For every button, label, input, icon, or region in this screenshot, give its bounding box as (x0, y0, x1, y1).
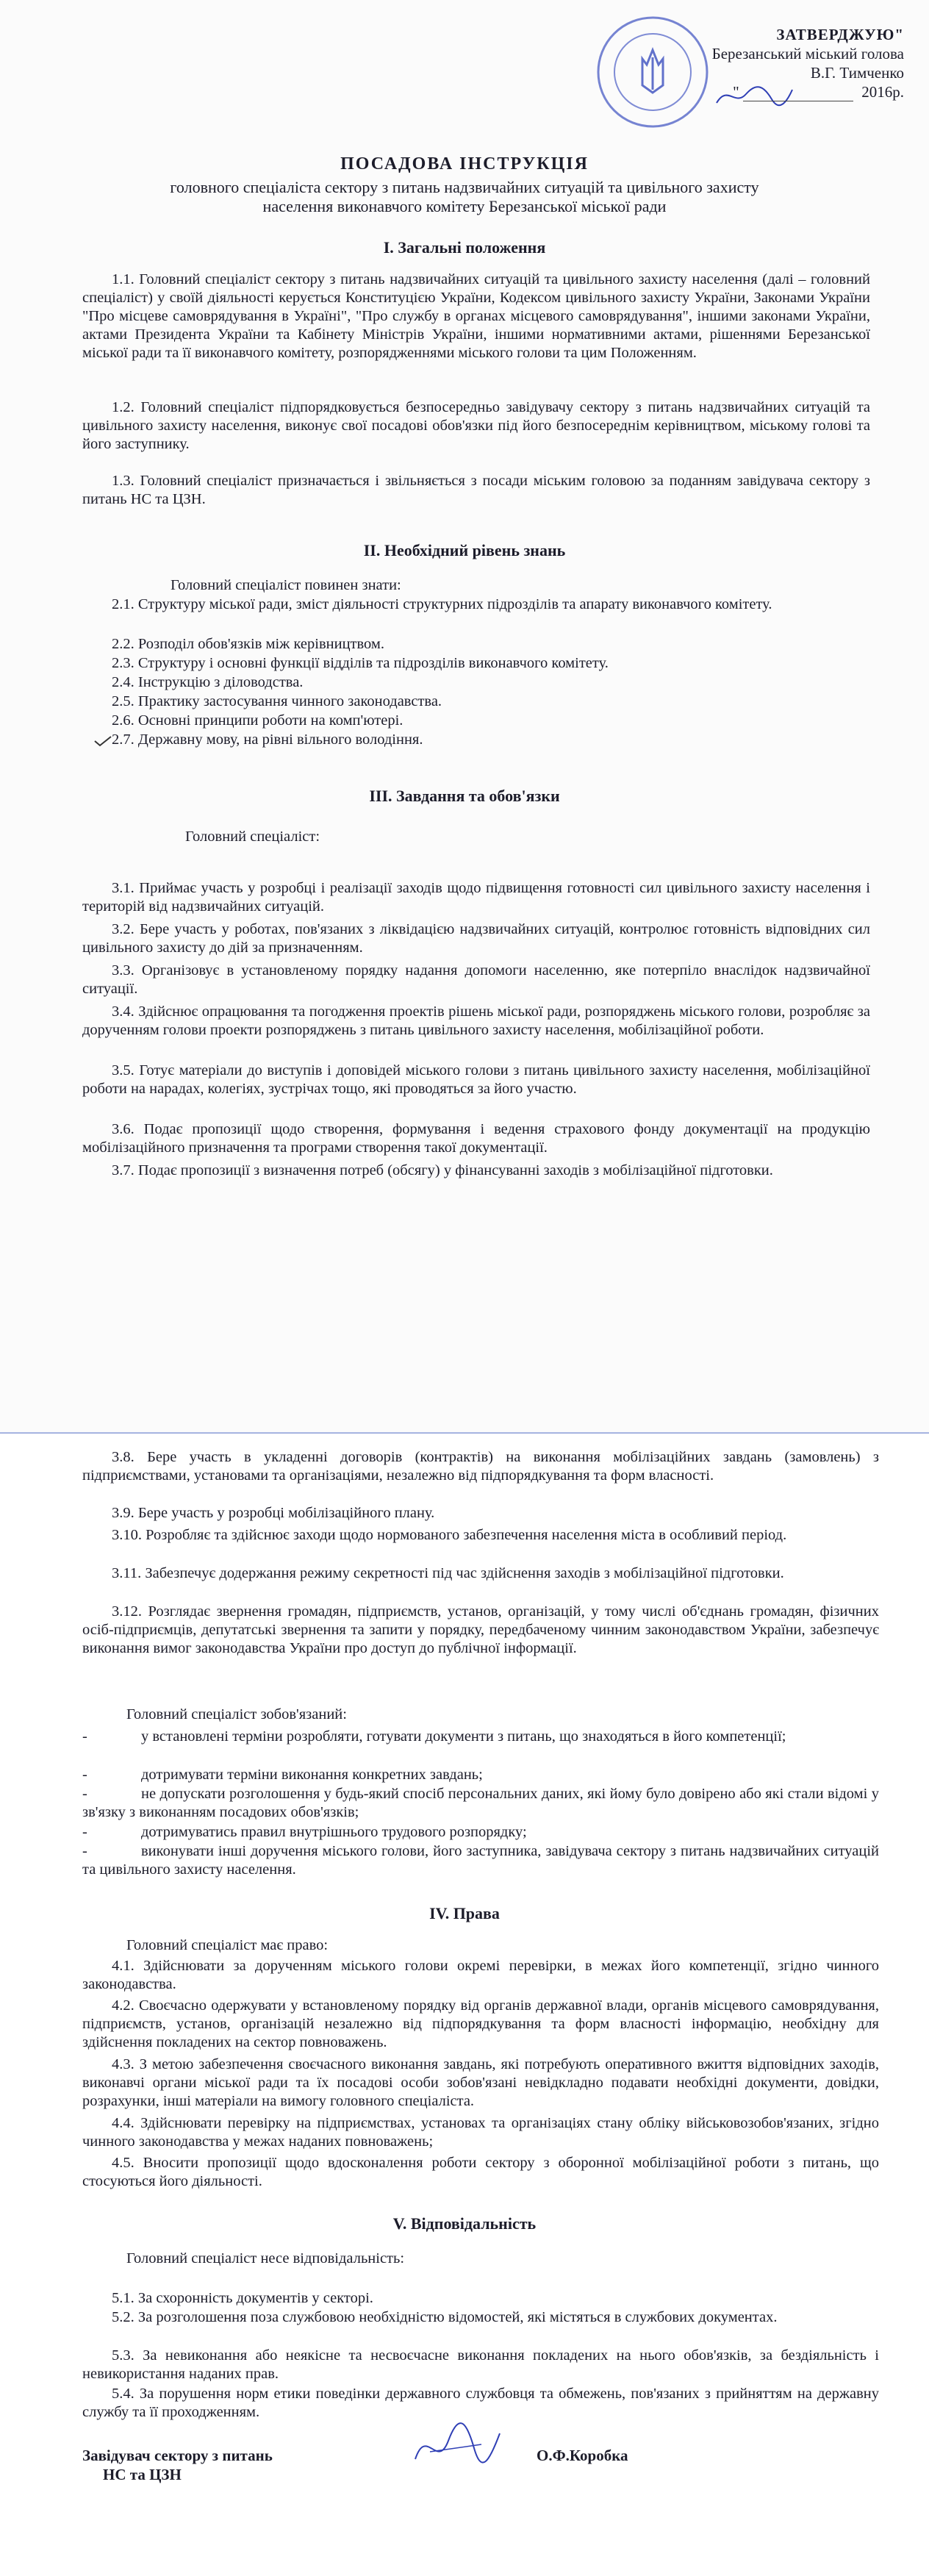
list-item: 2.5. Практику застосування чинного законодавства. (112, 693, 442, 709)
list-item: 4.1. Здійснювати за дорученням міського голови окремі перевірки, в межах його компетенції, згідно чинного законодавства. (82, 1958, 879, 1992)
list-item: 3.9. Бере участь у розробці мобілізаційного плану. (112, 1505, 435, 1521)
list-item: 3.12. Розглядає звернення громадян, підприємств, установ, організацій, у тому числі об'єднань громадян, фізичних осіб-підприємців, депутатські звернення та запити у порядку, передбаченому чинним законодавством України, забезпечує виконання вимог законодавства України про доступ до публічної інформації. (82, 1603, 879, 1656)
check-mark-icon (93, 735, 112, 747)
list-item: 5.1. За схоронність документів у секторі. (112, 2290, 373, 2306)
duty-item: - дотримуватись правил внутрішнього трудового розпорядку; (82, 1824, 527, 1840)
handwritten-signature (408, 2419, 503, 2477)
paragraph-1-1: 1.1. Головний спеціаліст сектору з питань надзвичайних ситуацій та цивільного захисту населення (далі – головний спеціаліст) у своїй діяльності керується Конституцією України, Кодексом цивільного захисту України, Законами України "Про місцеве самоврядування в Україні", "Про службу в органах місцевого самоврядування", іншими законами України, актами Президента України та Кабінету Міністрів України, іншими нормативними актами, рішеннями Березанської міської ради та її виконавчого комітету, розпорядженнями міського голови та цим Положенням. (82, 271, 870, 361)
duty-item: - дотримувати терміни виконання конкретних завдань; (82, 1767, 483, 1783)
list-item: 3.8. Бере участь в укладенні договорів (контрактів) на виконання мобілізаційних завдань (замовлень) з підприємствами, установами та організаціями, незалежно від підпорядкування та форм власності. (82, 1449, 879, 1484)
list-item: 4.5. Вносити пропозиції щодо вдосконалення роботи сектору з оборонної мобілізаційної роботи з питань, що стосуються його діяльності. (82, 2155, 879, 2189)
paragraph-1-3: 1.3. Головний спеціаліст призначається і звільняється з посади міським головою за поданням завідувача сектору з питань НС та ЦЗН. (82, 473, 870, 507)
approval-position: Березанський міський голова (711, 45, 904, 62)
section-5-heading: V. Відповідальність (392, 2214, 537, 2233)
list-item: 3.5. Готує матеріали до виступів і доповідей міського голови з питань цивільного захисту населення, мобілізаційної роботи на нарадах, колегіях, зустрічах тощо, які проводяться за його участю. (82, 1062, 870, 1097)
list-item: 3.7. Подає пропозиції з визначення потреб (обсягу) у фінансуванні заходів з мобілізаційної підготовки. (112, 1162, 773, 1178)
signature-position-line1: Завідувач сектору з питань (82, 2447, 273, 2464)
list-item: 5.4. За порушення норм етики поведінки державного службовця та обмежень, пов'язаних з прийняттям на державну службу та її проходженням. (82, 2386, 879, 2420)
page-two (0, 1434, 929, 2576)
list-item: 3.1. Приймає участь у розробці і реалізації заходів щодо підвищення готовності сил цивільного захисту населення і територій від надзвичайних ситуацій. (82, 880, 870, 915)
section-4-intro: Головний спеціаліст має право: (126, 1937, 329, 1953)
approval-date-prefix: " (733, 83, 739, 101)
section-3-intro: Головний спеціаліст: (185, 829, 320, 845)
approval-name: В.Г. Тимченко (810, 64, 904, 82)
list-item: 2.6. Основні принципи роботи на комп'ютері. (112, 712, 403, 729)
duty-item: - не допускати розголошення у будь-який спосіб персональних даних, які йому було довірено або які стали відомі у зв'язку з виконанням посадових обов'язків; (82, 1786, 879, 1820)
list-item: 3.6. Подає пропозиції щодо створення, формування і ведення страхового фонду документації на продукцію мобілізаційного призначення та програми створення такої документації. (82, 1121, 870, 1156)
list-item: 5.2. За розголошення поза службовою необхідністю відомостей, які містяться в службових документах. (112, 2309, 778, 2325)
duty-item: - у встановлені терміни розробляти, готувати документи з питань, що знаходяться в його компетенції; (82, 1728, 786, 1745)
section-5-intro: Головний спеціаліст несе відповідальність: (126, 2250, 405, 2266)
signature-name: О.Ф.Коробка (537, 2447, 628, 2464)
list-item: 3.4. Здійснює опрацювання та погодження проектів рішень міської ради, розпоряджень міського голови, розробляє за дорученням голови проекти розпоряджень з питань цивільного захисту населення, мобілізаційної роботи. (82, 1003, 870, 1038)
list-item: 3.10. Розробляє та здійснює заходи щодо нормованого забезпечення населення міста в особливий період. (112, 1527, 787, 1543)
approval-title: ЗАТВЕРДЖУЮ" (776, 26, 904, 43)
list-item: 2.7. Державну мову, на рівні вільного володіння. (112, 731, 423, 748)
list-item: 2.4. Інструкцію з діловодства. (112, 674, 304, 690)
section-2-heading: ІІ. Необхідний рівень знань (363, 541, 566, 559)
duty-item: - виконувати інші доручення міського голови, його заступника, завідувача сектору з питань надзвичайних ситуацій та цивільного захисту населення. (82, 1843, 879, 1878)
list-item: 3.3. Організовує в установленому порядку надання допомоги населенню, яке потерпіло внаслідок надзвичайної ситуації. (82, 962, 870, 997)
approval-date-year: 2016р. (861, 83, 904, 101)
date-blank-line (743, 85, 853, 101)
list-item: 2.1. Структуру міської ради, зміст діяльності структурних підрозділів та апарату виконавчого комітету. (112, 596, 772, 612)
signature-position-line2: НС та ЦЗН (103, 2466, 182, 2483)
list-item: 3.11. Забезпечує додержання режиму секретності під час здійснення заходів з мобілізаційної підготовки. (112, 1565, 784, 1581)
list-item: 2.3. Структуру і основні функції відділів та підрозділів виконавчого комітету. (112, 655, 609, 671)
list-item: 2.2. Розподіл обов'язків між керівництвом. (112, 636, 385, 652)
list-item: 4.3. З метою забезпечення своєчасного виконання завдань, які потребують оперативного вжиття відповідних заходів, виконавчі органи міської ради та їх посадові особи зобов'язані невідкладно подавати необхідні документи, довідки, розрахунки, інші матеріали на вимогу головного спеціаліста. (82, 2056, 879, 2109)
document-subtitle: головного спеціаліста сектору з питань надзвичайних ситуацій та цивільного захисту населення виконавчого комітету Березанської міської ради (170, 178, 759, 215)
list-item: 4.2. Своєчасно одержувати у встановленому порядку від органів державної влади, органів місцевого самоврядування, підприємств, установ, організацій незалежно від підпорядкування та форм власності інформацію, необхідну для здійснення покладених на сектор повноважень. (82, 1997, 879, 2050)
list-item: 5.3. За невиконання або неякісне та несвоєчасне виконання покладених на нього обов'язків, за бездіяльність і невикористання наданих прав. (82, 2347, 879, 2382)
approval-block (632, 25, 904, 101)
list-item: 3.2. Бере участь у роботах, пов'язаних з ліквідацією надзвичайних ситуацій, контролює готовність відповідних сил цивільного захисту до дій за призначенням. (82, 921, 870, 956)
document-title: ПОСАДОВА ІНСТРУКЦІЯ (340, 154, 589, 173)
section-2-intro: Головний спеціаліст повинен знати: (171, 577, 401, 593)
list-item: 4.4. Здійснювати перевірку на підприємствах, установах та організаціях стану обліку військовозобов'язаних, згідно чинного законодавства у межах наданих повноважень; (82, 2115, 879, 2150)
paragraph-1-2: 1.2. Головний спеціаліст підпорядковується безпосередньо завідувачу сектору з питань надзвичайних ситуацій та цивільного захисту населення, виконує свої посадові обов'язки під його безпосереднім керівництвом, міському голові та його заступнику. (82, 399, 870, 452)
duties-intro: Головний спеціаліст зобов'язаний: (126, 1706, 347, 1722)
approval-date (632, 82, 904, 101)
section-4-heading: IV. Права (429, 1904, 500, 1922)
section-3-heading: ІІІ. Завдання та обов'язки (369, 787, 560, 805)
section-1-heading: І. Загальні положення (383, 238, 546, 257)
